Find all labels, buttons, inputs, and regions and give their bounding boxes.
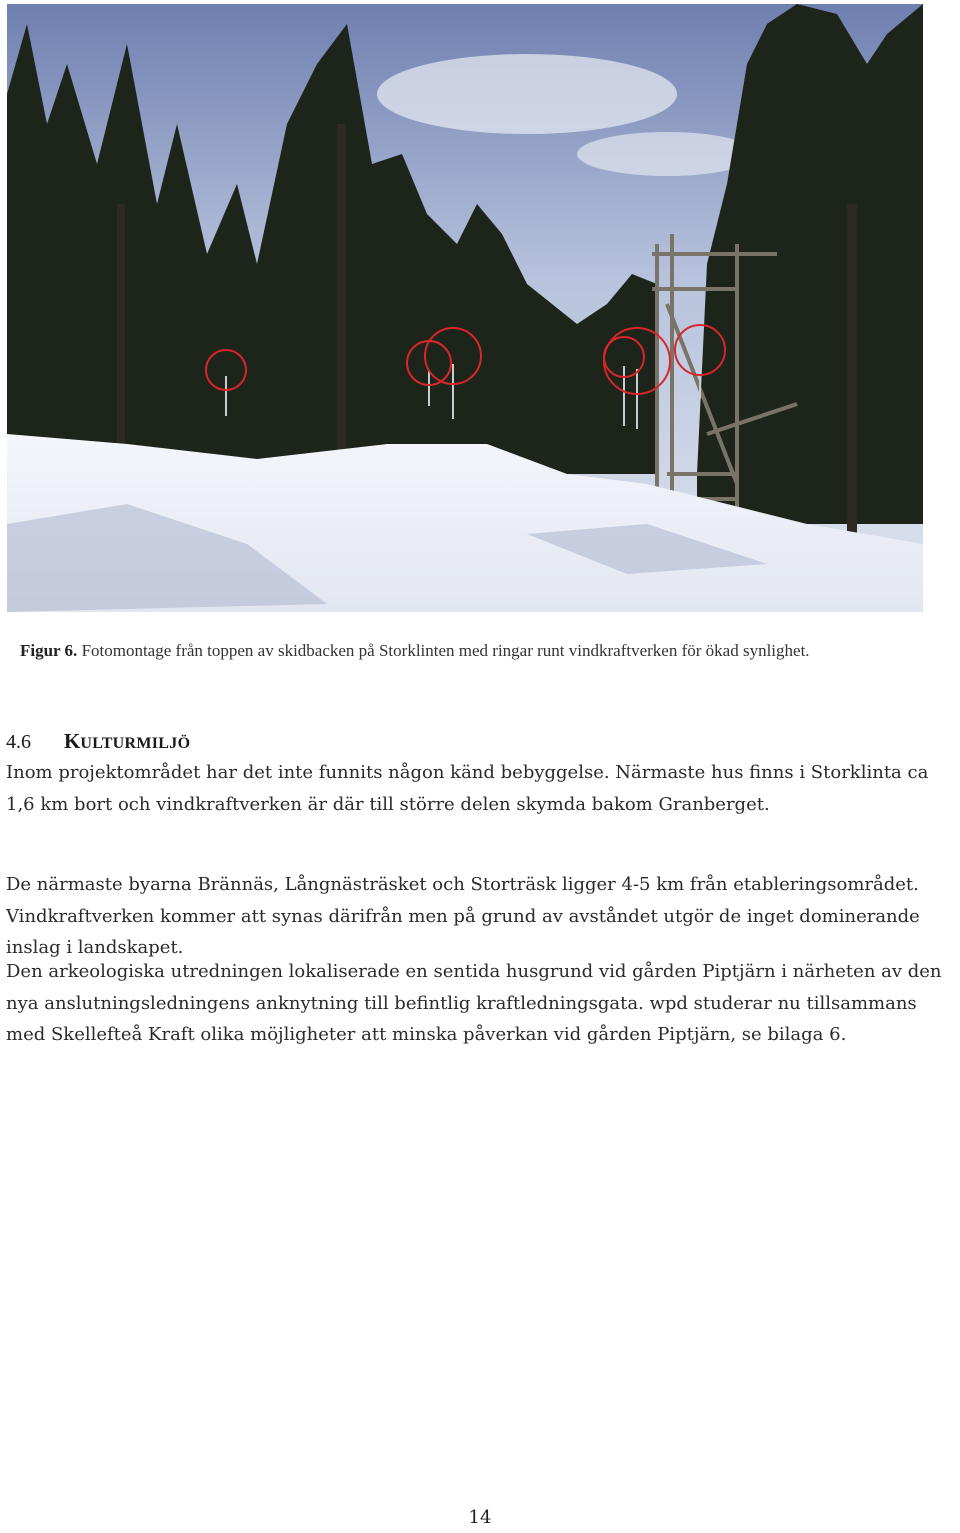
section-title-initial: K bbox=[64, 729, 81, 753]
figure-caption bbox=[6, 638, 936, 663]
page-number: 14 bbox=[468, 1507, 492, 1528]
paragraph-1: Inom projektområdet har det inte funnits någon känd bebyggelse. Närmaste hus finns i Storklinta ca 1,6 km bort och vindkraftverken är där till större delen skymda bakom Granberget. bbox=[6, 762, 929, 815]
figure-caption-text: Fotomontage från toppen av skidbacken på Storklinten med ringar runt vindkraftverken för ökad synlighet. bbox=[81, 641, 810, 660]
section-number: 4.6 bbox=[6, 731, 31, 753]
figure-label: Figur 6. bbox=[20, 641, 78, 660]
section-heading bbox=[6, 729, 190, 754]
figure-photo bbox=[7, 4, 923, 612]
paragraph-3: Den arkeologiska utredningen lokaliserade en sentida husgrund vid gården Piptjärn i närheten av den nya anslutningsledningens anknytning till befintlig kraftledningsgata. wpd studerar nu tillsammans med Skellefteå Kraft olika möjligheter att minska påverkan vid gården Piptjärn, se bilaga 6. bbox=[6, 961, 942, 1045]
paragraph-2: De närmaste byarna Brännäs, Långnästräsket och Storträsk ligger 4-5 km från etableringsområdet. Vindkraftverken kommer att synas därifrån men på grund av avståndet utgör de inget dominerande inslag i landskapet. bbox=[6, 874, 920, 958]
section-title-rest: ULTURMILJÖ bbox=[80, 735, 191, 752]
photomontage-image bbox=[7, 4, 923, 612]
